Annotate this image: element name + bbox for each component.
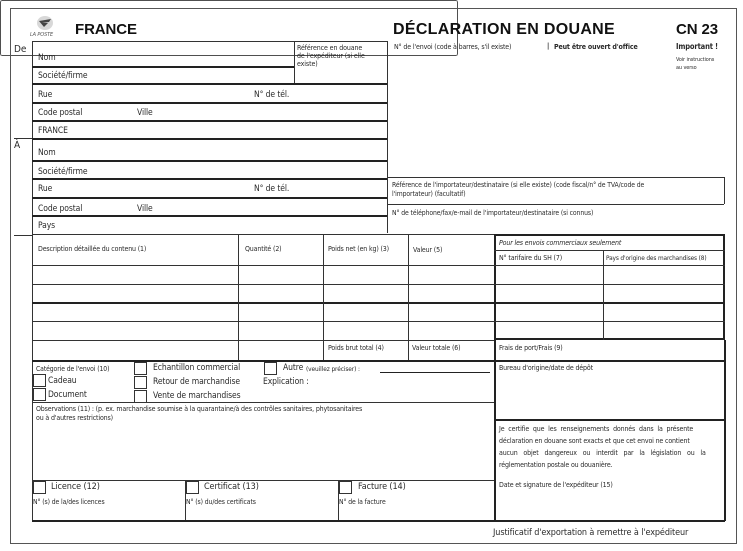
divider [294,41,295,83]
row-1-quantity[interactable] [242,268,320,282]
row-2-description[interactable] [36,287,234,301]
sender-section-label: De [14,44,27,55]
important-label: Important ! [676,42,718,51]
divider [238,234,239,360]
recipient-street-label: Rue [38,184,53,194]
sender-company-input[interactable] [98,70,290,82]
sender-street-input[interactable] [58,89,248,101]
divider [32,178,387,180]
row-4-hs-tariff[interactable] [498,324,600,338]
document-checkbox[interactable] [33,388,46,401]
divider [494,419,725,421]
category-label: Catégorie de l'envoi (10) [36,365,110,373]
row-1-origin[interactable] [607,268,721,282]
recipient-company-input[interactable] [98,166,378,178]
divider [323,234,324,360]
divider [14,235,32,236]
divider [32,402,494,403]
other-specify-input[interactable] [380,362,490,373]
footer-text: Justificatif d'exportation à remettre à l'expéditeur [493,528,689,538]
recipient-street-input[interactable] [58,183,248,195]
licence-number-label: N° (s) de la/des licences [33,498,105,506]
sender-city-label: Ville [137,108,153,118]
divider [32,138,387,140]
divider [494,284,725,285]
divider [32,480,494,481]
row-4-origin[interactable] [607,324,721,338]
licence-label: Licence (12) [51,482,100,492]
sender-city-input[interactable] [160,107,380,119]
sender-phone-label: N° de tél. [254,90,290,100]
tracking-number-input[interactable] [394,55,664,71]
la-poste-bird-icon [30,14,60,32]
invoice-label: Facture (14) [358,482,406,492]
office-origin-input[interactable] [499,376,719,416]
licence-checkbox[interactable] [33,481,46,494]
recipient-city-label: Ville [137,204,153,214]
sale-label: Vente de marchandises [153,391,241,401]
row-1-description[interactable] [36,268,234,282]
divider [387,177,724,178]
certificate-checkbox[interactable] [186,481,199,494]
divider [32,302,494,304]
postage-label: Frais de port/Frais (9) [499,344,563,352]
observations-label-1: Observations (11) : (p. ex. marchandise soumise à la quarantaine/à des contrôles sanitaires, phytosanitaires [36,405,363,413]
document-title: DÉCLARATION EN DOUANE [393,21,616,38]
divider [32,66,294,68]
sender-postcode-label: Code postal [38,108,83,118]
divider [32,83,387,85]
row-1-value[interactable] [412,268,490,282]
divider [32,120,387,122]
row-4-description[interactable] [36,324,234,338]
logo-text: LA POSTE [30,32,54,38]
col-net-weight: Poids net (en kg) (3) [328,245,389,253]
sender-country-value: FRANCE [38,126,68,136]
divider [408,234,409,360]
row-2-quantity[interactable] [242,287,320,301]
certification-line-2: déclaration en douane sont exacts et que cet envoi ne contient [499,437,690,445]
sample-checkbox[interactable] [134,362,147,375]
col-value: Valeur (5) [413,246,443,254]
row-3-origin[interactable] [607,305,721,319]
tracking-label: N° de l'envoi (code à barres, s'il existe) [394,43,512,51]
certification-line-1: Je certifie que les renseignements donnés dans la présente [499,425,694,433]
row-3-value[interactable] [412,305,490,319]
sender-name-label: Nom [38,53,56,63]
signature-label: Date et signature de l'expéditeur (15) [499,481,613,489]
row-1-hs-tariff[interactable] [498,268,600,282]
divider [32,41,33,521]
office-origin-label: Bureau d'origine/date de dépôt [499,364,593,372]
importer-ref-label-2: l'importateur) (facultatif) [392,190,466,198]
certificate-number-input[interactable] [187,507,335,518]
recipient-phone-label: N° de tél. [254,184,290,194]
instructions-line-2: au verso [676,65,697,71]
divider [32,41,387,42]
row-2-origin[interactable] [607,287,721,301]
recipient-name-input[interactable] [60,147,380,159]
other-checkbox[interactable] [264,362,277,375]
signature-input[interactable] [499,493,719,517]
recipient-section-label: À [14,140,21,151]
recipient-name-label: Nom [38,148,56,158]
certificate-label: Certificat (13) [204,482,259,492]
row-4-quantity[interactable] [242,324,320,338]
invoice-checkbox[interactable] [339,481,352,494]
sender-phone-input[interactable] [300,89,384,101]
other-label: Autre [283,363,304,373]
row-1-net-weight[interactable] [327,268,405,282]
licence-number-input[interactable] [34,507,182,518]
divider [724,177,725,204]
divider [32,215,387,217]
divider [32,284,494,285]
row-2-hs-tariff[interactable] [498,287,600,301]
row-3-quantity[interactable] [242,305,320,319]
divider [32,520,725,522]
explanation-label: Explication : [263,377,309,387]
col-origin-country: Pays d'origine des marchandises (8) [606,254,707,262]
divider [32,197,387,199]
invoice-number-label: N° de la facture [339,498,386,506]
col-hs-tariff: N° tarifaire du SH (7) [499,254,563,262]
la-poste-logo [30,14,60,42]
row-2-net-weight[interactable] [327,287,405,301]
divider [494,265,725,266]
divider [494,250,725,251]
row-4-net-weight[interactable] [327,324,405,338]
sender-customs-ref-label-3: existe) [297,60,318,68]
form-code: CN 23 [676,21,719,38]
recipient-postcode-input[interactable] [92,203,134,215]
total-value-label: Valeur totale (6) [412,344,461,352]
recipient-postcode-label: Code postal [38,204,83,214]
other-hint: (veuillez préciser) : [306,365,360,373]
row-2-value[interactable] [412,287,490,301]
certification-line-4: réglementation postale ou douanière. [499,461,613,469]
recipient-country-input[interactable] [62,220,382,232]
explanation-input[interactable] [318,376,488,388]
certificate-number-label: N° (s) du/des certificats [186,498,256,506]
may-be-opened-label: Peut être ouvert d'office [554,43,638,51]
divider [32,160,387,162]
divider [14,138,32,139]
col-description: Description détaillée du contenu (1) [38,245,147,253]
recipient-country-label: Pays [38,221,56,231]
invoice-number-input[interactable] [340,507,490,518]
commercial-header: Pour les envois commerciaux seulement [499,239,622,247]
divider [387,204,724,205]
certification-line-3: aucun objet dangereux ou interdit par la législation ou la [499,449,706,457]
recipient-city-input[interactable] [160,203,380,215]
divider [32,321,494,322]
return-label: Retour de marchandise [153,377,240,387]
total-weight-label: Poids brut total (4) [328,344,384,352]
recipient-company-label: Société/firme [38,167,88,177]
sender-customs-ref-label-1: Référence en douane [297,44,363,52]
sender-name-input[interactable] [60,52,290,64]
importer-ref-label-1: Référence de l'importateur/destinataire (si elle existe) (code fiscal/n° de TVA/code de [392,181,645,189]
sender-customs-ref-label-2: de l'expéditeur (si elle [297,52,365,60]
importer-contact-label: N° de téléphone/fax/e-mail de l'importateur/destinataire (si connus) [392,209,594,217]
gift-checkbox[interactable] [33,374,46,387]
importer-contact-input[interactable] [392,219,720,231]
tracking-separator: | [547,42,550,50]
sender-street-label: Rue [38,90,53,100]
divider [603,250,604,340]
return-checkbox[interactable] [134,376,147,389]
observations-label-2: ou à d'autres restrictions) [36,414,113,422]
sample-label: Echantillon commercial [153,363,241,373]
gift-label: Cadeau [48,376,77,386]
divider [494,302,725,304]
recipient-phone-input[interactable] [300,183,384,195]
row-3-hs-tariff[interactable] [498,305,600,319]
country-title: FRANCE [75,21,137,38]
divider [494,321,725,322]
divider [32,340,494,341]
divider [32,102,387,104]
row-3-net-weight[interactable] [327,305,405,319]
sender-postcode-input[interactable] [92,107,134,119]
row-3-description[interactable] [36,305,234,319]
row-4-value[interactable] [412,324,490,338]
divider [32,265,494,266]
col-quantity: Quantité (2) [245,245,282,253]
divider [724,340,726,521]
sender-company-label: Société/firme [38,71,88,81]
instructions-line-1: Voir instructions [676,57,715,63]
document-label: Document [48,390,87,400]
